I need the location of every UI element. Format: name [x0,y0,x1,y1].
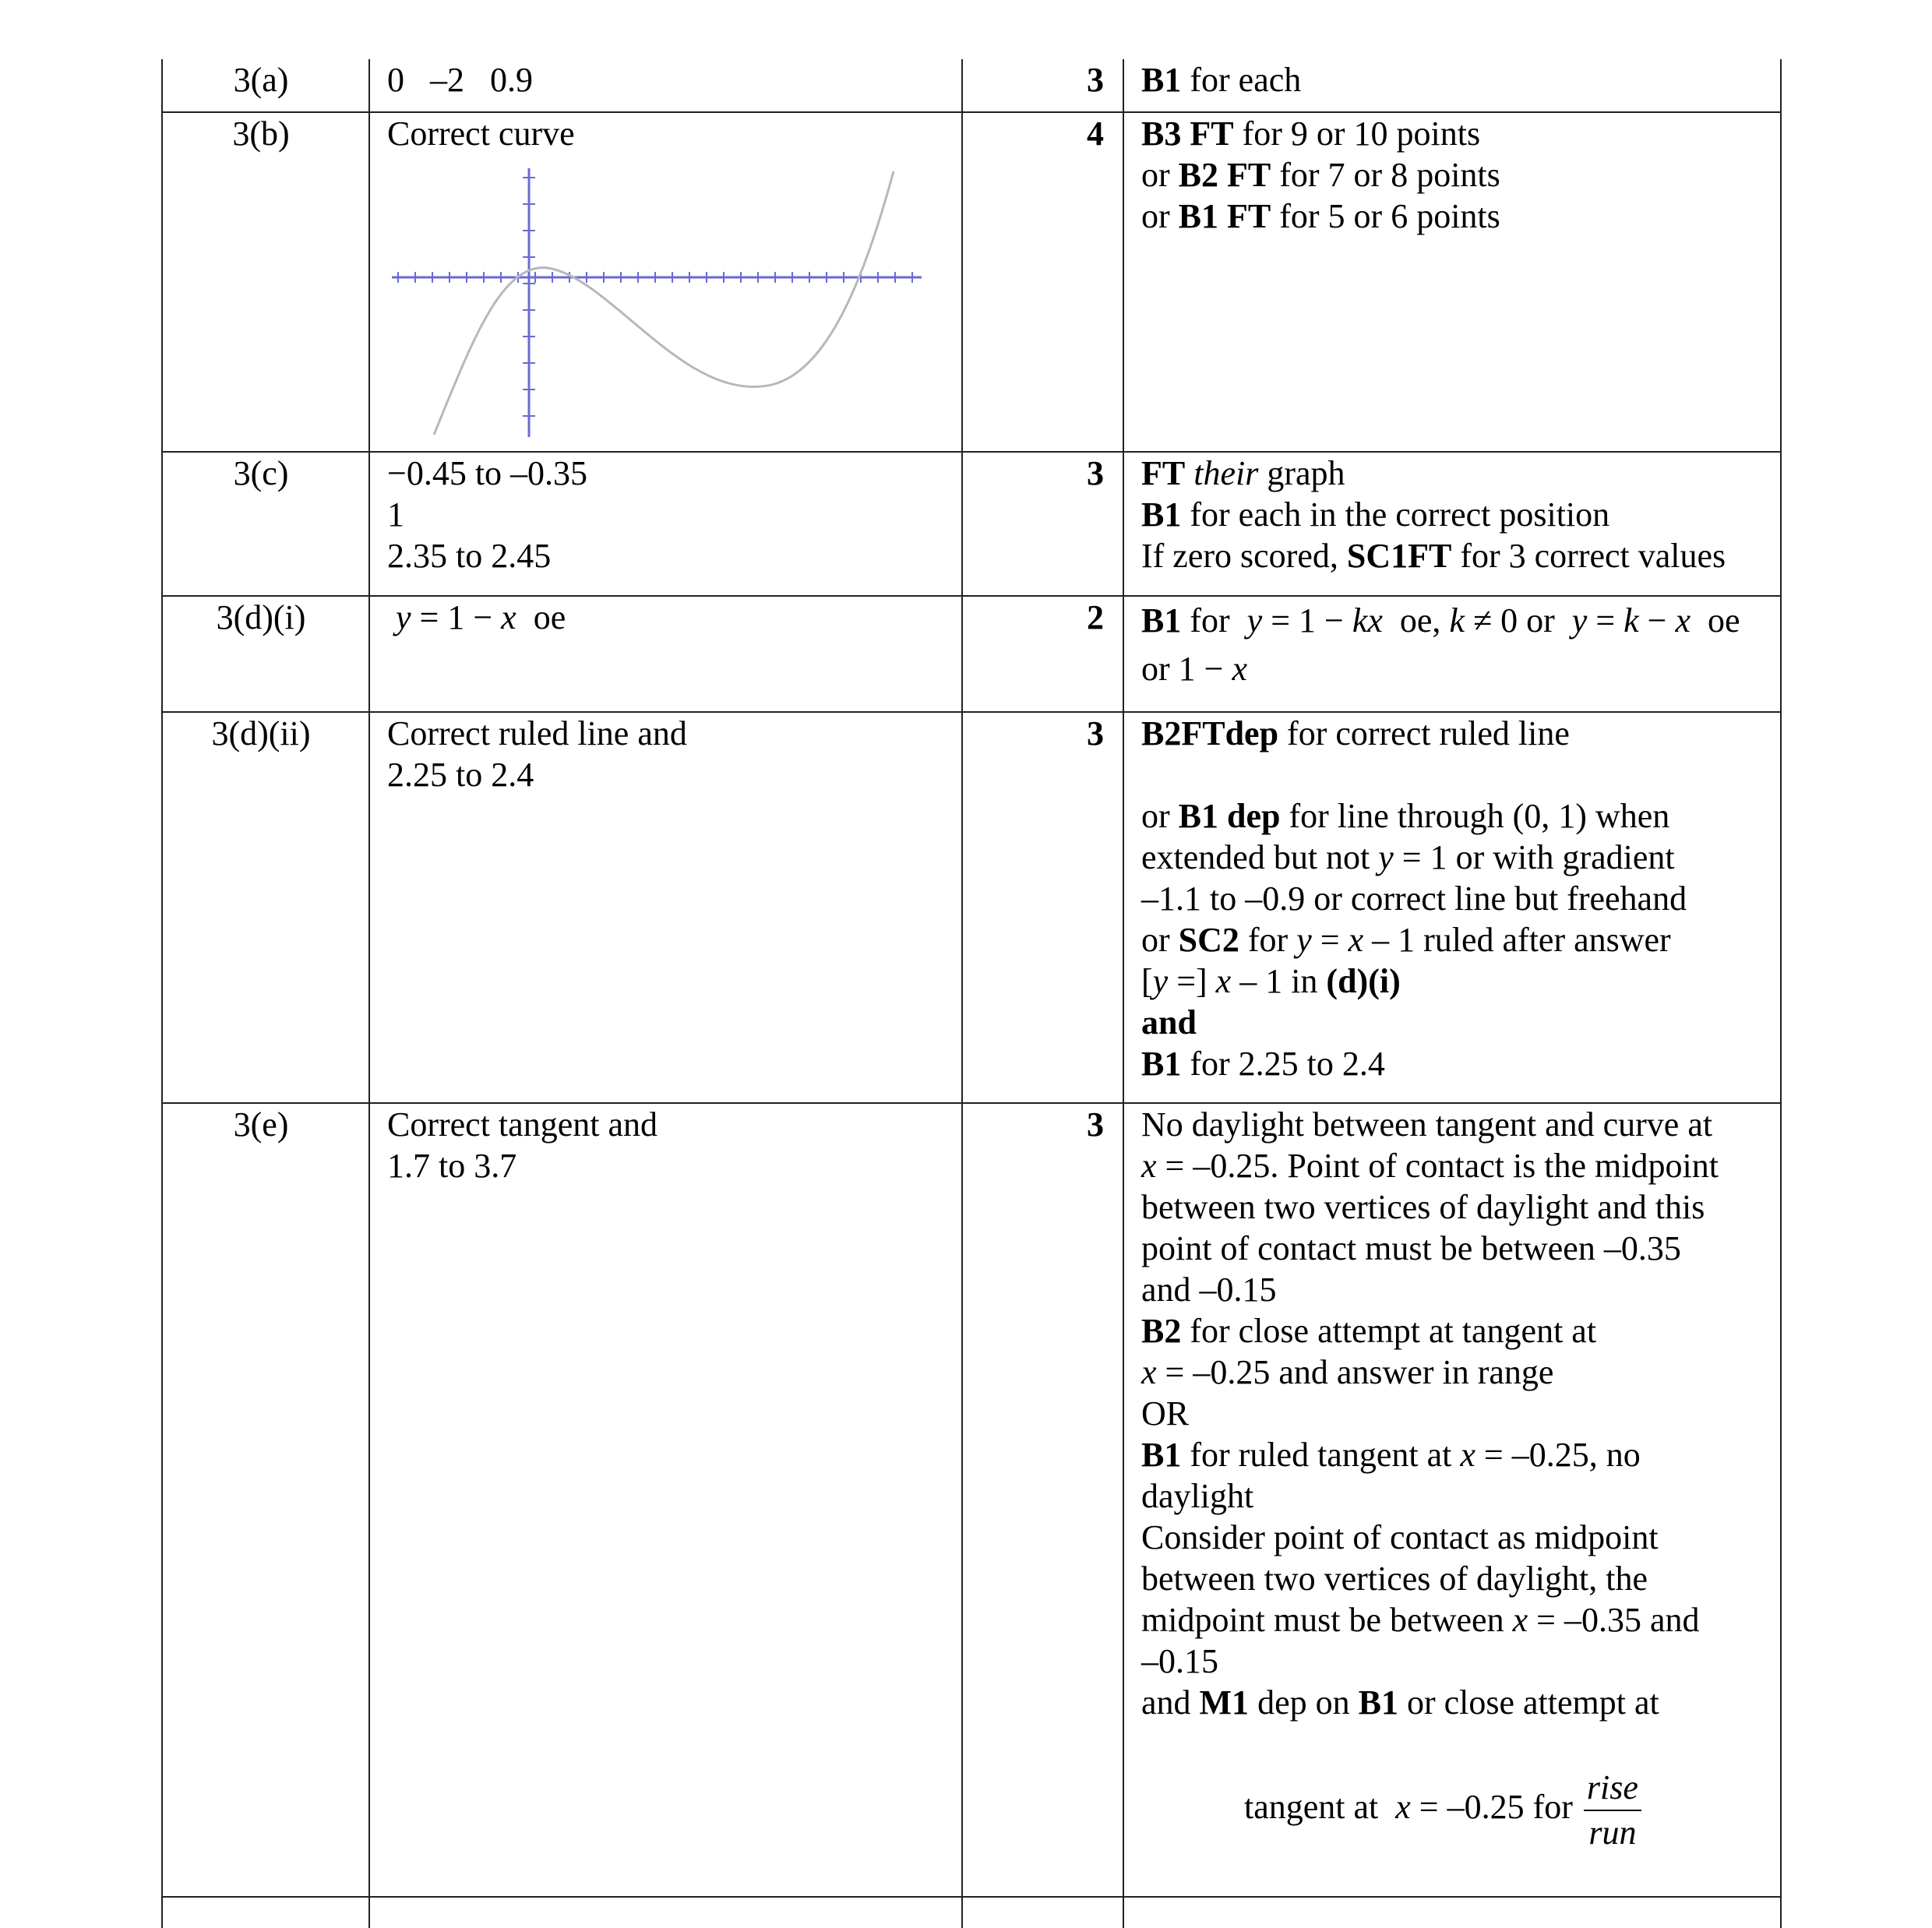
text-run: for close attempt at tangent at [1181,1312,1597,1350]
text-run: B2 [1141,1312,1182,1350]
question-cell: 3(c) [162,452,369,596]
text-run: for [1239,921,1297,959]
text-run: between two vertices of daylight and this [1141,1188,1705,1226]
rise-over-run-fraction [1584,1766,1641,1855]
text-line [387,597,944,638]
text-run: and [1141,1683,1200,1722]
text-line [1141,1558,1763,1599]
text-run: = –0.25, no [1475,1436,1641,1474]
text-line [1141,154,1763,196]
text-run: B1 [1141,601,1182,640]
marks-cell: 3 [962,1103,1123,1897]
text-run: or [1141,797,1179,835]
question-cell: 3(d)(i) [162,596,369,712]
text-run: for 5 or 6 points [1271,197,1500,235]
text-line [1141,1393,1763,1434]
text-line [1141,1599,1763,1641]
table-row [162,712,1781,1103]
text-run: x [1460,1436,1475,1474]
text-run: = –0.25 and answer in range [1156,1353,1554,1391]
text-run: If zero scored, [1141,537,1347,575]
text-run: point of contact must be between –0.35 [1141,1229,1681,1267]
text-line [1141,960,1763,1002]
text-line [1141,1269,1763,1310]
text-run: x [1215,962,1232,1000]
question-cell: 3(e) [162,1103,369,1897]
notes-cell [1123,1103,1781,1897]
text-run: for each in the correct position [1181,495,1610,534]
text-line [1141,1104,1763,1145]
text-run [1185,454,1193,492]
text-run: − [1638,601,1676,640]
text-run: y [1152,962,1169,1000]
notes-last-line-text [1244,1788,1573,1826]
text-run: SC2 [1178,921,1239,959]
notes-cell [1123,112,1781,452]
answer-line: 1.7 to 3.7 [387,1147,517,1185]
text-run: or [1141,156,1179,194]
answer-line: Correct ruled line and [387,714,687,753]
text-run: = –0.25. Point of contact is the midpoint [1156,1147,1719,1185]
text-run: = –0.35 and [1528,1601,1700,1639]
cubic-curve-graph [387,160,925,441]
text-line [1141,59,1763,100]
text-line [1141,837,1763,878]
notes-body [1141,1104,1763,1723]
graph-axes [392,168,922,437]
text-line [1141,1352,1763,1393]
answer-line: −0.45 to –0.35 [387,454,588,492]
answer-line: 1 [387,495,404,534]
question-cell: 3(d)(ii) [162,712,369,1103]
text-line [1141,919,1763,960]
text-line [1141,597,1763,645]
text-line [1141,1641,1763,1682]
table-row [162,452,1781,596]
text-run: – 1 in [1231,962,1327,1000]
text-run: y [1571,601,1588,640]
text-run: B3 FT [1141,115,1234,153]
text-run: for correct ruled line [1278,714,1570,753]
text-run [387,598,396,636]
text-run: dep on [1249,1683,1359,1722]
text-run: and –0.15 [1141,1271,1277,1309]
answer-line: Correct tangent and [387,1105,658,1144]
question-cell: 3(b) [162,112,369,452]
answer-line: 2.25 to 2.4 [387,756,534,794]
notes-cell [1123,59,1781,112]
text-run: and [1141,1003,1197,1042]
text-run: y [1378,838,1394,876]
text-run: M1 [1199,1683,1250,1722]
text-run: daylight [1141,1477,1254,1515]
text-run: –0.15 [1141,1642,1218,1680]
notes-cell [1123,452,1781,596]
table-row [162,59,1781,112]
text-run: [ [1141,962,1153,1000]
text-line [1141,1434,1763,1475]
marks-cell: 3 [962,59,1123,112]
text-run: or [1141,921,1179,959]
text-run: for 7 or 8 points [1271,156,1500,194]
answer-cell [369,1103,962,1897]
empty-cell [962,1897,1123,1928]
text-run: B2FTdep [1141,714,1279,753]
text-run: x [1512,1601,1528,1639]
text-run: their [1193,454,1259,492]
fraction-numerator: rise [1584,1766,1641,1811]
text-run: = 1 or with gradient [1393,838,1675,876]
text-run: oe, [1382,601,1450,640]
text-run: y [1296,921,1312,959]
text-run: ≠ 0 or [1464,601,1572,640]
text-run: x [1141,1353,1157,1391]
text-line [1141,1002,1763,1043]
text-run: SC1FT [1346,537,1452,575]
fraction-denominator: run [1588,1813,1637,1852]
text-run: B2 FT [1178,156,1271,194]
text-run: OR [1141,1394,1190,1433]
table-row-continuation [162,1897,1781,1928]
text-run: B1 [1358,1683,1398,1722]
text-line [1141,1043,1763,1084]
notes-last-line [1141,1725,1763,1896]
text-run: x [1141,1147,1157,1185]
text-run: = [1587,601,1624,640]
text-run: B1 [1141,1045,1182,1083]
marks-cell: 3 [962,452,1123,596]
text-run: for each [1181,61,1302,99]
text-run: graph [1258,454,1345,492]
text-line [1141,1145,1763,1186]
table-row [162,596,1781,712]
text-run: between two vertices of daylight, the [1141,1560,1648,1598]
notes-cell [1123,596,1781,712]
text-run: for line through (0, 1) when [1280,797,1670,835]
text-run: for 3 correct values [1451,537,1726,575]
empty-cell [369,1897,962,1928]
text-run: B1 [1141,61,1182,99]
table-row [162,1103,1781,1897]
empty-cell [162,1897,369,1928]
text-run: oe [516,598,566,636]
text-run: = –0.25 for [1410,1788,1573,1827]
text-run: or 1 − [1141,650,1232,688]
text-run: x [1675,601,1691,640]
answer-line: 2.35 to 2.45 [387,537,552,575]
text-run: extended but not [1141,838,1379,876]
text-run: B1 [1141,1436,1182,1474]
text-run: = 1 − [1262,601,1352,640]
text-run: y [396,598,411,636]
text-run: – 1 ruled after answer [1363,921,1671,959]
answer-cell [369,59,962,112]
text-line [1141,1682,1763,1723]
text-line [1141,713,1763,754]
answer-line: Correct curve [387,115,575,153]
text-line [1141,453,1763,494]
text-run: Consider point of contact as midpoint [1141,1518,1659,1556]
text-run: kx [1352,601,1383,640]
empty-cell [1123,1897,1781,1928]
answer-cell [369,112,962,452]
text-run: B1 FT [1178,197,1271,235]
answer-line: 0 –2 0.9 [387,61,533,99]
text-line [1141,535,1763,576]
answer-cell [369,712,962,1103]
answer-cell [369,596,962,712]
text-line [1141,1186,1763,1228]
text-line [1141,1228,1763,1269]
text-run: =] [1168,962,1216,1000]
mark-scheme-table [161,59,1782,1928]
text-line [1141,1310,1763,1352]
text-line [1141,1517,1763,1558]
text-run: oe [1690,601,1740,640]
text-line [1141,1475,1763,1517]
answer-cell [369,452,962,596]
marks-cell: 2 [962,596,1123,712]
text-run: or close attempt at [1398,1683,1659,1722]
text-run: x [1348,921,1364,959]
text-run: for 9 or 10 points [1233,115,1481,153]
text-run: B1 dep [1178,797,1281,835]
text-run: x [1232,650,1247,688]
text-run: for ruled tangent at [1181,1436,1461,1474]
text-run: (d)(i) [1326,962,1401,1000]
text-run: k [1449,601,1465,640]
notes-cell [1123,712,1781,1103]
graph-curve [434,171,894,435]
text-run: y [1246,601,1263,640]
text-line [1141,754,1763,795]
text-line [1141,795,1763,837]
text-line [1141,645,1763,693]
text-run: = 1 − [411,598,502,636]
marks-cell: 4 [962,112,1123,452]
text-run: = [1311,921,1349,959]
text-run: –1.1 to –0.9 or correct line but freehand [1141,879,1687,918]
text-line [1141,196,1763,237]
text-line [1141,113,1763,154]
text-run: FT [1141,454,1186,492]
text-line [1141,494,1763,535]
text-run: midpoint must be between [1141,1601,1513,1639]
text-line [1141,878,1763,919]
text-run: for 2.25 to 2.4 [1181,1045,1385,1083]
text-run: x [501,598,516,636]
question-cell: 3(a) [162,59,369,112]
text-run: for [1181,601,1247,640]
text-run: k [1624,601,1639,640]
text-run: No daylight between tangent and curve at [1141,1105,1713,1144]
marks-cell: 3 [962,712,1123,1103]
text-run: x [1395,1788,1411,1827]
text-run: or [1141,197,1179,235]
text-run: tangent at [1244,1788,1396,1827]
text-run: B1 [1141,495,1182,534]
table-row [162,112,1781,452]
